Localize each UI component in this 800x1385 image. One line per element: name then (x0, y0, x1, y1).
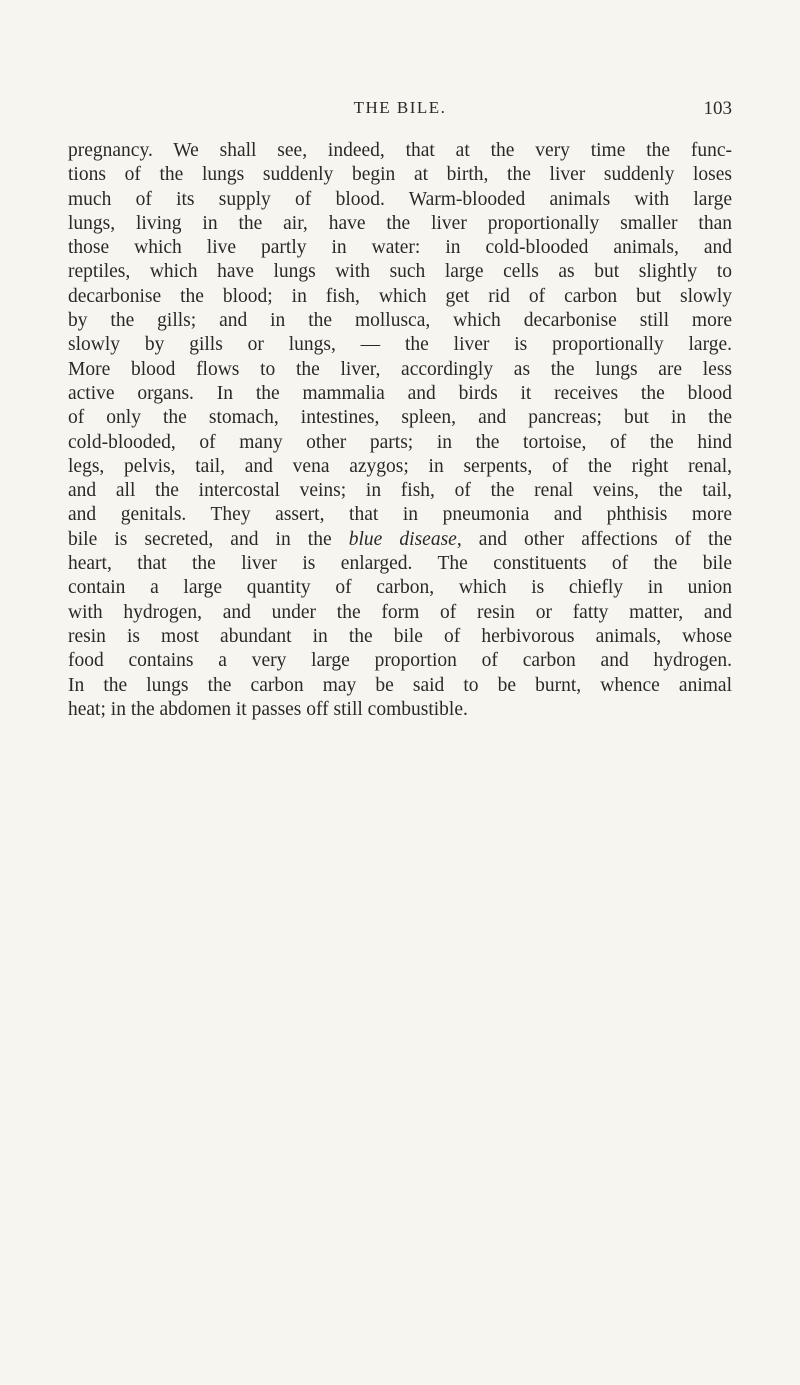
text-segment: and all the intercostal veins; in fish, of the renal veins, the tail, (68, 480, 732, 502)
text-line (68, 625, 732, 649)
text-line (68, 212, 732, 236)
text-line (68, 479, 732, 503)
running-title: THE BILE. (353, 98, 447, 117)
text-segment: and genitals. They assert, that in pneumonia and phthisis more (68, 504, 732, 526)
text-segment: legs, pelvis, tail, and vena azygos; in serpents, of the right renal, (68, 455, 732, 477)
text-line (68, 674, 732, 698)
text-line (68, 503, 732, 527)
text-segment: tions of the lungs suddenly begin at birth, the liver suddenly loses (68, 164, 732, 186)
text-segment: with hydrogen, and under the form of resin or fatty matter, and (68, 601, 732, 623)
text-line (68, 333, 732, 357)
text-segment: reptiles, which have lungs with such large cells as but slightly to (68, 261, 732, 283)
text-segment: cold-blooded, of many other parts; in the tortoise, of the hind (68, 431, 732, 453)
text-line (68, 528, 732, 552)
text-line (68, 309, 732, 333)
text-line (68, 382, 732, 406)
text-line (68, 358, 732, 382)
text-segment: slowly by gills or lungs, — the liver is proportionally large. (68, 334, 732, 356)
text-segment: , and other affections of the (456, 528, 732, 550)
text-segment: by the gills; and in the mollusca, which decarbonise still more (68, 310, 732, 332)
running-head (68, 98, 732, 128)
text-segment: bile is secreted, and in the (68, 528, 349, 550)
text-line (68, 260, 732, 284)
text-segment: decarbonise the blood; in fish, which get rid of carbon but slowly (68, 285, 732, 307)
text-line (68, 698, 732, 722)
text-segment: resin is most abundant in the bile of herbivorous animals, whose (68, 625, 732, 647)
text-segment: food contains a very large proportion of carbon and hydrogen. (68, 650, 732, 672)
text-line (68, 601, 732, 625)
text-line (68, 649, 732, 673)
text-line (68, 163, 732, 187)
text-segment: More blood flows to the liver, accordingly as the lungs are less (68, 358, 732, 380)
text-line (68, 139, 732, 163)
text-segment: active organs. In the mammalia and birds it receives the blood (68, 382, 732, 404)
body-paragraph (68, 139, 732, 722)
text-line (68, 576, 732, 600)
text-line (68, 406, 732, 430)
page-number: 103 (703, 98, 732, 119)
italic-term: blue disease (348, 528, 457, 550)
text-segment: of only the stomach, intestines, spleen, and pancreas; but in the (68, 407, 732, 429)
text-line (68, 431, 732, 455)
text-line (68, 285, 732, 309)
text-line (68, 236, 732, 260)
text-line (68, 455, 732, 479)
text-line (68, 552, 732, 576)
text-segment: lungs, living in the air, have the liver proportionally smaller than (68, 212, 732, 234)
text-segment: contain a large quantity of carbon, which is chiefly in union (68, 577, 732, 599)
text-segment: much of its supply of blood. Warm-blooded animals with large (68, 188, 732, 210)
text-segment: pregnancy. We shall see, indeed, that at the very time the func- (68, 140, 732, 161)
text-line (68, 188, 732, 212)
text-segment: heat; in the abdomen it passes off still combustible. (68, 698, 468, 720)
text-segment: In the lungs the carbon may be said to be burnt, whence animal (68, 674, 732, 696)
text-segment: those which live partly in water: in cold-blooded animals, and (68, 237, 732, 259)
text-segment: heart, that the liver is enlarged. The constituents of the bile (68, 553, 732, 575)
